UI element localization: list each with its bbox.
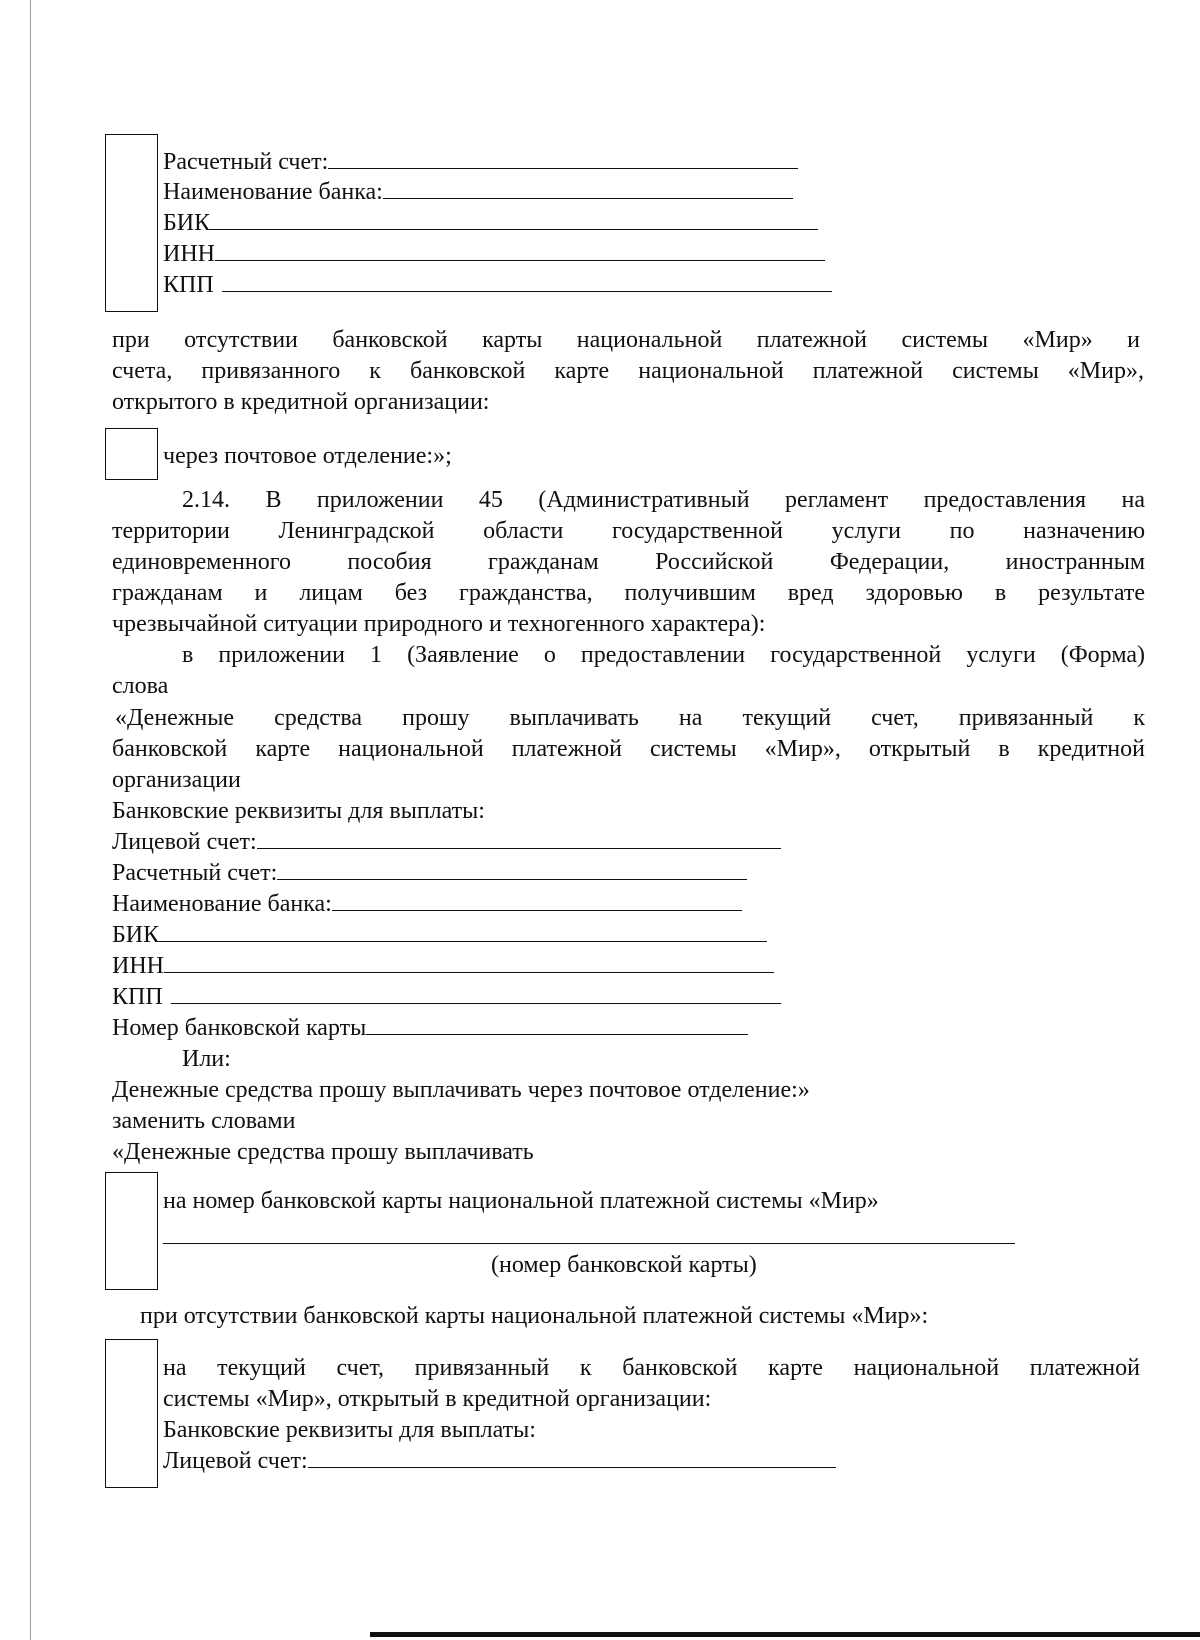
paragraph-line: при отсутствии банковской карты национальной платежной системы «Мир» и bbox=[112, 327, 1140, 353]
form-row bbox=[112, 920, 767, 950]
card-number-field[interactable] bbox=[366, 1014, 748, 1035]
card-number-field[interactable] bbox=[163, 1243, 1015, 1244]
form-row bbox=[163, 177, 793, 207]
replace-with-label: заменить словами bbox=[112, 1108, 296, 1134]
post-office-option: через почтовое отделение:»; bbox=[163, 443, 452, 469]
form-row bbox=[163, 270, 832, 300]
field-label: КПП bbox=[112, 984, 163, 1010]
section-2-14-line: территории Ленинградской области государственной услуги по назначению bbox=[112, 518, 1145, 544]
old-text-line: «Денежные средства прошу выплачивать на текущий счет, привязанный к bbox=[115, 705, 1145, 731]
page-edge-bottom bbox=[370, 1632, 1200, 1637]
bank-name-field[interactable] bbox=[332, 890, 742, 911]
account-checkbox[interactable] bbox=[105, 134, 158, 312]
field-label: Наименование банка: bbox=[112, 891, 332, 917]
no-card-text: при отсутствии банковской карты национальной платежной системы «Мир»: bbox=[140, 1303, 929, 1329]
form-row bbox=[112, 858, 747, 888]
form-row bbox=[163, 239, 825, 269]
section-2-14-line: 2.14. В приложении 45 (Административный регламент предоставления на bbox=[182, 487, 1145, 513]
section-2-14-line: единовременного пособия гражданам Российской Федерации, иностранным bbox=[112, 549, 1145, 575]
requisites-heading: Банковские реквизиты для выплаты: bbox=[112, 798, 485, 824]
requisites-heading: Банковские реквизиты для выплаты: bbox=[163, 1417, 536, 1443]
kpp-field[interactable] bbox=[171, 983, 781, 1004]
settlement-account-field[interactable] bbox=[277, 859, 747, 880]
paragraph-line: открытого в кредитной организации: bbox=[112, 389, 490, 415]
appendix-line: в приложении 1 (Заявление о предоставлении государственной услуги (Форма) bbox=[182, 642, 1145, 668]
personal-account-field[interactable] bbox=[308, 1447, 836, 1468]
page-edge-left bbox=[30, 0, 31, 1640]
bik-field[interactable] bbox=[159, 921, 767, 942]
field-label: БИК bbox=[163, 210, 211, 236]
old-text-line: банковской карте национальной платежной системы «Мир», открытый в кредитной bbox=[112, 736, 1145, 762]
post-office-text: Денежные средства прошу выплачивать через почтовое отделение:» bbox=[112, 1077, 810, 1103]
account-option-line: на текущий счет, привязанный к банковской карте национальной платежной bbox=[163, 1355, 1140, 1381]
field-label: Расчетный счет: bbox=[163, 149, 329, 175]
section-2-14-line: гражданам и лицам без гражданства, получившим вред здоровью в результате bbox=[112, 580, 1145, 606]
card-caption: (номер банковской карты) bbox=[491, 1252, 757, 1278]
field-label: ИНН bbox=[112, 953, 164, 979]
account-option-line: системы «Мир», открытый в кредитной организации: bbox=[163, 1386, 712, 1412]
field-label: Наименование банка: bbox=[163, 179, 383, 205]
kpp-field[interactable] bbox=[222, 271, 832, 292]
field-label: Лицевой счет: bbox=[163, 1448, 308, 1474]
or-label: Или: bbox=[182, 1046, 231, 1072]
appendix-line: слова bbox=[112, 673, 169, 699]
field-label: Лицевой счет: bbox=[112, 829, 257, 855]
old-text-line: организации bbox=[112, 767, 241, 793]
form-row bbox=[163, 208, 818, 238]
form-row bbox=[163, 1446, 836, 1476]
card-checkbox[interactable] bbox=[105, 1172, 158, 1290]
form-row bbox=[112, 889, 742, 919]
post-office-checkbox[interactable] bbox=[105, 428, 158, 480]
paragraph-line: счета, привязанного к банковской карте национальной платежной системы «Мир», bbox=[112, 358, 1144, 384]
new-text-intro: «Денежные средства прошу выплачивать bbox=[112, 1139, 534, 1165]
inn-field[interactable] bbox=[215, 240, 825, 261]
form-row bbox=[112, 951, 774, 981]
section-2-14-line: чрезвычайной ситуации природного и техногенного характера): bbox=[112, 611, 766, 637]
form-row bbox=[112, 1013, 748, 1043]
card-option: на номер банковской карты национальной платежной системы «Мир» bbox=[163, 1188, 879, 1214]
inn-field[interactable] bbox=[164, 952, 774, 973]
personal-account-field[interactable] bbox=[257, 828, 781, 849]
form-row bbox=[112, 982, 781, 1012]
form-row bbox=[112, 827, 781, 857]
field-label: ИНН bbox=[163, 241, 215, 267]
field-label: Номер банковской карты bbox=[112, 1015, 367, 1041]
form-row bbox=[163, 147, 798, 177]
bik-field[interactable] bbox=[210, 209, 818, 230]
bank-name-field[interactable] bbox=[383, 178, 793, 199]
field-label: КПП bbox=[163, 272, 214, 298]
settlement-account-field[interactable] bbox=[328, 148, 798, 169]
field-label: Расчетный счет: bbox=[112, 860, 278, 886]
account-option-checkbox[interactable] bbox=[105, 1339, 158, 1488]
field-label: БИК bbox=[112, 922, 160, 948]
